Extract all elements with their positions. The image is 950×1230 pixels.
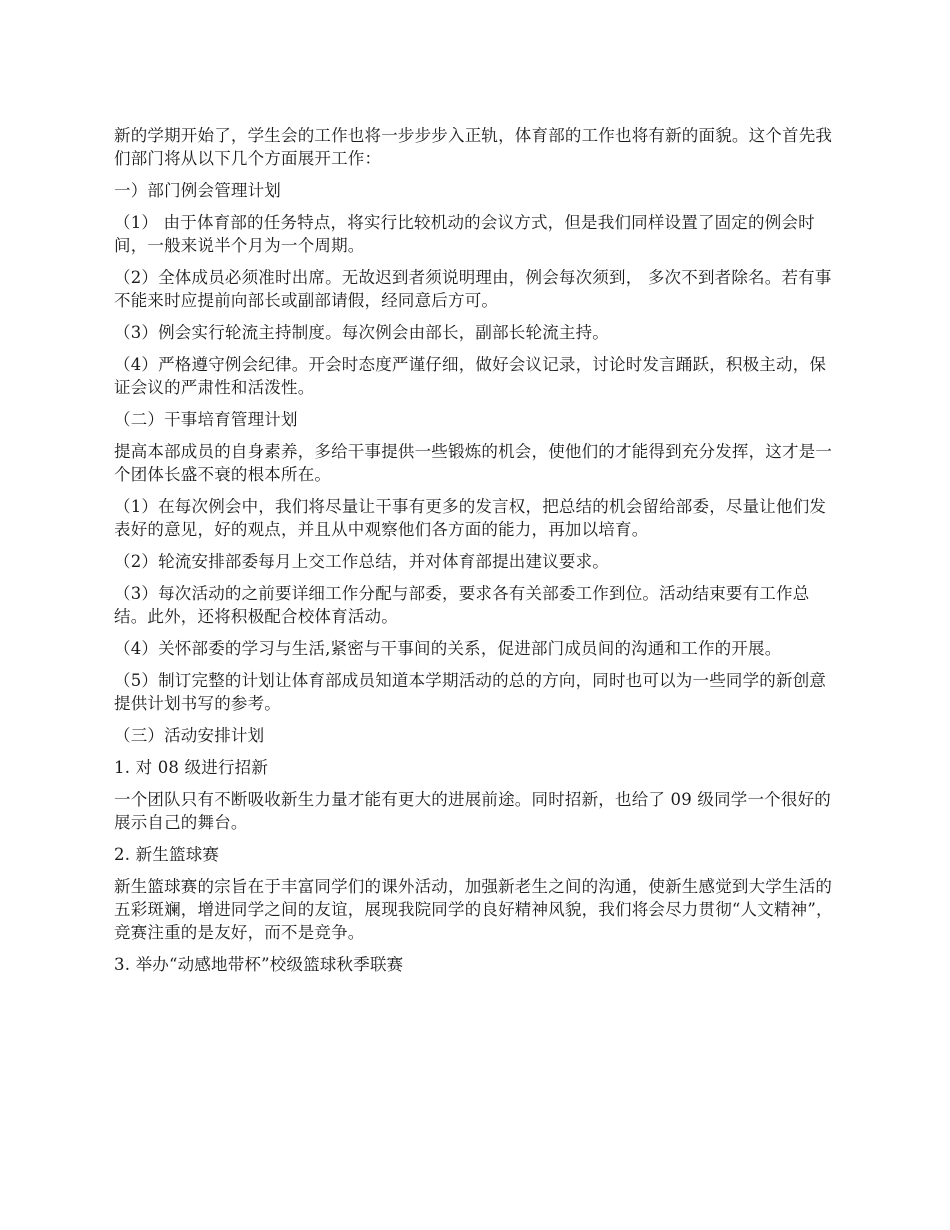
meeting-item-2: （2）全体成员必须准时出席。无故迟到者须说明理由，例会每次须到， 多次不到者除名。若有事不能来时应提前向部长或副部请假，经同意后方可。 (114, 268, 832, 310)
activity-heading-3: 3. 举办“动感地带杯”校级篮球秋季联赛 (114, 955, 404, 974)
training-item-1: （1）在每次例会中，我们将尽量让干事有更多的发言权，把总结的机会留给部委，尽量让他们发表好的意见，好的观点，并且从中观察他们各方面的能力，再加以培育。 (114, 497, 827, 539)
training-item-2: （2）轮流安排部委每月上交工作总结，并对体育部提出建议要求。 (114, 552, 609, 571)
training-intro-paragraph: 提高本部成员的自身素养，多给干事提供一些锻炼的机会，使他们的才能得到充分发挥，这才是一个团体长盛不衰的根本所在。 (114, 442, 833, 484)
training-item-4: （4）关怀部委的学习与生活,紧密与干事间的关系，促进部门成员间的沟通和工作的开展。 (114, 639, 782, 658)
training-item-5: （5）制订完整的计划让体育部成员知道本学期活动的总的方向，同时也可以为一些同学的新创意提供计划书写的参考。 (114, 671, 827, 713)
activity-paragraph-1: 一个团队只有不断吸收新生力量才能有更大的进展前途。同时招新，也给了 09 级同学一个很好的展示自己的舞台。 (114, 790, 831, 832)
training-item-3: （3）每次活动的之前要详细工作分配与部委，要求各有关部委工作到位。活动结束要有工作总结。此外，还将积极配合校体育活动。 (114, 584, 810, 626)
section-heading-meeting-plan: 一）部门例会管理计划 (114, 181, 281, 200)
activity-paragraph-2: 新生篮球赛的宗旨在于丰富同学们的课外活动，加强新老生之间的沟通，使新生感觉到大学生活的五彩斑斓，增进同学之间的友谊，展现我院同学的良好精神风貌，我们将会尽力贯彻“人文精神”，竞赛注重的是友好，而不是竞争。 (114, 877, 833, 942)
meeting-item-4: （4）严格遵守例会纪律。开会时态度严谨仔细，做好会议记录，讨论时发言踊跃，积极主动，保证会议的严肃性和活泼性。 (114, 355, 827, 397)
section-heading-activity-plan: （三）活动安排计划 (114, 726, 265, 745)
activity-heading-1: 1. 对 08 级进行招新 (114, 758, 269, 777)
document-page (114, 124, 838, 985)
meeting-item-1: （1） 由于体育部的任务特点，将实行比较机动的会议方式，但是我们同样设置了固定的例会时间，一般来说半个月为一个周期。 (114, 213, 815, 255)
meeting-item-3: （3）例会实行轮流主持制度。每次例会由部长，副部长轮流主持。 (114, 323, 609, 342)
section-heading-staff-training: （二）干事培育管理计划 (114, 410, 298, 429)
intro-paragraph: 新的学期开始了，学生会的工作也将一步步步入正轨，体育部的工作也将有新的面貌。这个首先我们部门将从以下几个方面展开工作： (114, 126, 833, 168)
activity-heading-2: 2. 新生篮球赛 (114, 845, 220, 864)
